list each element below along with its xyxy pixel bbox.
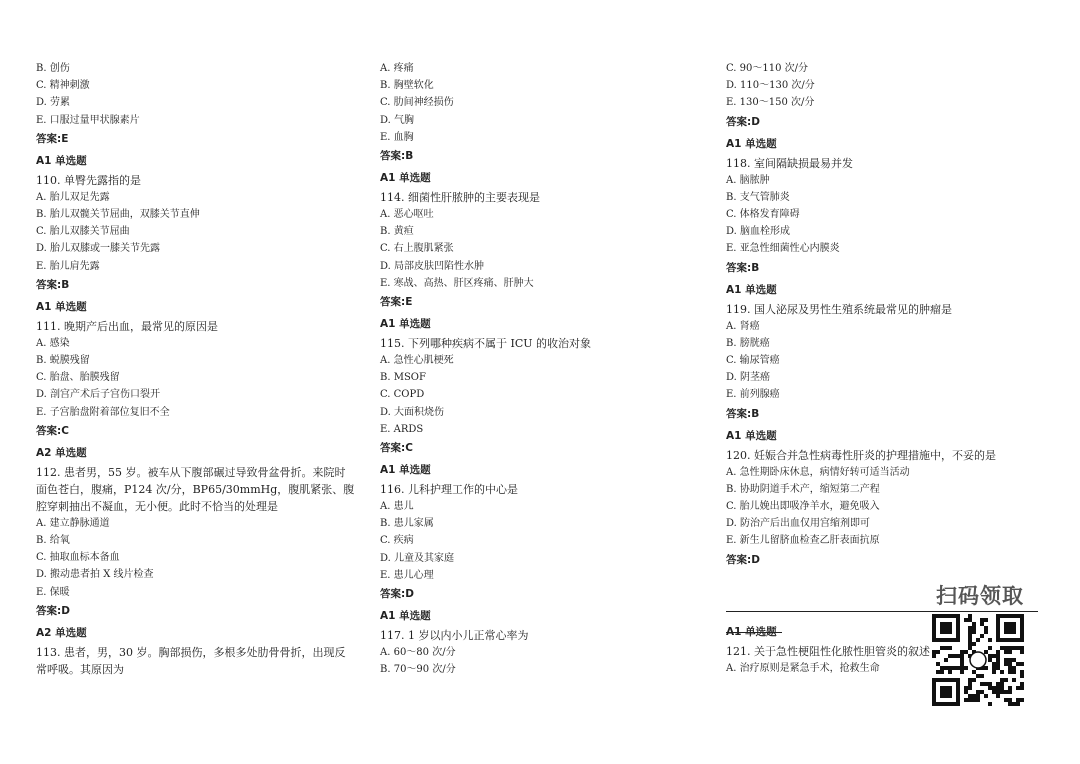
answer: 答案:B (380, 150, 414, 163)
option: B. 给氧 (36, 535, 70, 547)
answer: 答案:B (726, 261, 760, 274)
option: B. MSOF (380, 372, 426, 384)
option: B. 创伤 (36, 63, 70, 74)
column-2 (380, 60, 700, 684)
question-stem: 118. 室间隔缺损最易并发 (726, 156, 853, 170)
option: E. 寒战、高热、肝区疼痛、肝肿大 (380, 277, 534, 289)
question-113 (36, 626, 356, 678)
answer: 答案:B (726, 407, 760, 420)
option: A. 感染 (36, 337, 70, 349)
question-stem: 115. 下列哪种疾病不属于 ICU 的收治对象 (380, 337, 592, 351)
option: B. 蜕膜残留 (36, 355, 90, 367)
option: D. 大面积烧伤 (380, 406, 445, 418)
option: A. 建立静脉通道 (36, 517, 110, 529)
question-type: A1 单选题 (726, 625, 777, 638)
option: A. 急性期卧床休息，病情好转可适当活动 (726, 466, 910, 478)
option: E. 患儿心理 (380, 569, 434, 581)
option: E. 口服过量甲状腺素片 (36, 114, 140, 126)
question-type: A1 单选题 (726, 429, 777, 442)
question-stem: 112. 患者男，55 岁。被车从下腹部碾过导致骨盆骨折。来院时面色苍白，腹痛，P124 次/分，BP65/30mmHg，腹肌紧张、腹腔穿刺抽出不凝血，无小便。此时不恰当的处理是 (36, 465, 355, 513)
question-type: A1 单选题 (726, 137, 777, 150)
answer: 答案:B (36, 278, 70, 291)
question-stem: 117. 1 岁以内小儿正常心率为 (380, 629, 529, 643)
option: A. 肾癌 (726, 320, 760, 332)
option: E. 新生儿留脐血检查乙肝表面抗原 (726, 535, 880, 547)
option: C. COPD (380, 389, 425, 401)
answer: 答案:E (36, 132, 69, 145)
option: C. 输尿管癌 (726, 355, 780, 367)
option: A. 治疗原则是紧急手术，抢救生命 (726, 662, 880, 674)
option: A. 恶心呕吐 (380, 209, 434, 221)
question-type: A1 单选题 (726, 283, 777, 296)
question-120 (726, 429, 1026, 569)
question-stem: 121. 关于急性梗阻性化脓性胆管炎的叙述 (726, 644, 930, 658)
option: C. 疾病 (380, 535, 414, 547)
option: D. 胎儿双膝或一膝关节先露 (36, 243, 161, 255)
answer: 答案:C (36, 424, 69, 437)
option: C. 90～110 次/分 (726, 63, 809, 74)
question-type: A1 单选题 (380, 464, 431, 477)
option: B. 胎儿双髋关节屈曲，双膝关节直伸 (36, 209, 200, 221)
question-stem: 120. 妊娠合并急性病毒性肝炎的护理措施中，不妥的是 (726, 448, 996, 462)
option: E. 子宫胎盘附着部位复旧不全 (36, 406, 170, 418)
option: E. ARDS (380, 423, 424, 435)
question-112 (36, 446, 356, 620)
question-114 (380, 171, 700, 311)
question-stem: 116. 儿科护理工作的中心是 (380, 483, 518, 497)
option: E. 亚急性细菌性心内膜炎 (726, 243, 840, 255)
question-stem: 113. 患者，男，30 岁。胸部损伤，多根多处肋骨骨折，出现反常呼吸。其原因为 (36, 645, 346, 676)
answer: 答案:D (36, 604, 70, 617)
option: D. 防治产后出血仅用宫缩剂即可 (726, 518, 871, 530)
option: C. 精神刺激 (36, 80, 90, 92)
option: A. 胎儿双足先露 (36, 191, 110, 203)
question-stem: 114. 细菌性肝脓肿的主要表现是 (380, 191, 540, 205)
option: B. 70～90 次/分 (380, 664, 456, 676)
column-1 (36, 60, 356, 684)
question-116 (380, 463, 700, 603)
option: B. 黄疸 (380, 226, 414, 238)
option: D. 儿童及其家庭 (380, 552, 455, 564)
divider-line-short (726, 632, 782, 633)
option: C. 抽取血标本备血 (36, 552, 120, 564)
question-type: A1 单选题 (380, 610, 431, 623)
question-stem: 111. 晚期产后出血，最常见的原因是 (36, 319, 218, 333)
question-type: A2 单选题 (36, 626, 87, 639)
question-109-tail (36, 60, 356, 148)
option: E. 血胸 (380, 131, 414, 143)
option: C. 胎盘、胎膜残留 (36, 372, 120, 384)
option: B. 支气管肺炎 (726, 191, 790, 203)
question-119 (726, 283, 1026, 423)
question-117 (380, 609, 700, 678)
question-type: A2 单选题 (36, 446, 87, 459)
option: A. 患儿 (380, 501, 414, 513)
option: E. 130～150 次/分 (726, 97, 815, 109)
option: D. 劳累 (36, 97, 71, 109)
question-stem: 110. 单臀先露指的是 (36, 173, 141, 187)
question-110 (36, 154, 356, 294)
option: C. 胎儿娩出即吸净羊水，避免吸入 (726, 501, 880, 513)
option: C. 右上腹肌紧张 (380, 243, 454, 255)
qr-code-icon[interactable] (930, 614, 1030, 706)
answer: 答案:C (380, 442, 413, 455)
question-117-tail (726, 60, 1026, 131)
question-type: A1 单选题 (36, 300, 87, 313)
option: D. 局部皮肤凹陷性水肿 (380, 260, 485, 272)
option: E. 胎儿肩先露 (36, 260, 100, 272)
option: A. 脑脓肿 (726, 174, 770, 186)
question-type: A1 单选题 (36, 154, 87, 167)
promo-title: 扫码领取 (936, 584, 1024, 608)
option: A. 60～80 次/分 (380, 647, 456, 659)
option: D. 110～130 次/分 (726, 80, 815, 92)
question-113-tail (380, 60, 700, 165)
option: D. 脑血栓形成 (726, 226, 791, 238)
question-type: A1 单选题 (380, 172, 431, 185)
answer: 答案:D (380, 588, 414, 601)
option: D. 搬动患者拍 X 线片检查 (36, 569, 154, 581)
answer: 答案:E (380, 296, 413, 309)
option: D. 剖宫产术后子宫伤口裂开 (36, 389, 161, 401)
option: B. 协助阴道手术产，缩短第二产程 (726, 483, 880, 495)
option: C. 肋间神经损伤 (380, 97, 454, 109)
question-118 (726, 137, 1026, 277)
option: D. 阴茎癌 (726, 372, 771, 384)
question-stem: 119. 国人泌尿及男性生殖系统最常见的肿瘤是 (726, 302, 952, 316)
question-type: A1 单选题 (380, 318, 431, 331)
question-111 (36, 300, 356, 440)
option: E. 前列腺癌 (726, 389, 780, 401)
option: D. 气胸 (380, 114, 415, 126)
answer: 答案:D (726, 553, 760, 566)
option: B. 患儿家属 (380, 518, 434, 530)
option: E. 保暖 (36, 586, 70, 598)
qr-promo[interactable] (928, 582, 1032, 710)
option: B. 胸壁软化 (380, 80, 434, 92)
option: C. 胎儿双膝关节屈曲 (36, 226, 130, 238)
option: A. 疼痛 (380, 63, 414, 74)
option: B. 膀胱癌 (726, 337, 770, 349)
option: C. 体格发育障碍 (726, 209, 800, 221)
option: A. 急性心肌梗死 (380, 355, 454, 367)
question-115 (380, 317, 700, 457)
answer: 答案:D (726, 115, 760, 128)
